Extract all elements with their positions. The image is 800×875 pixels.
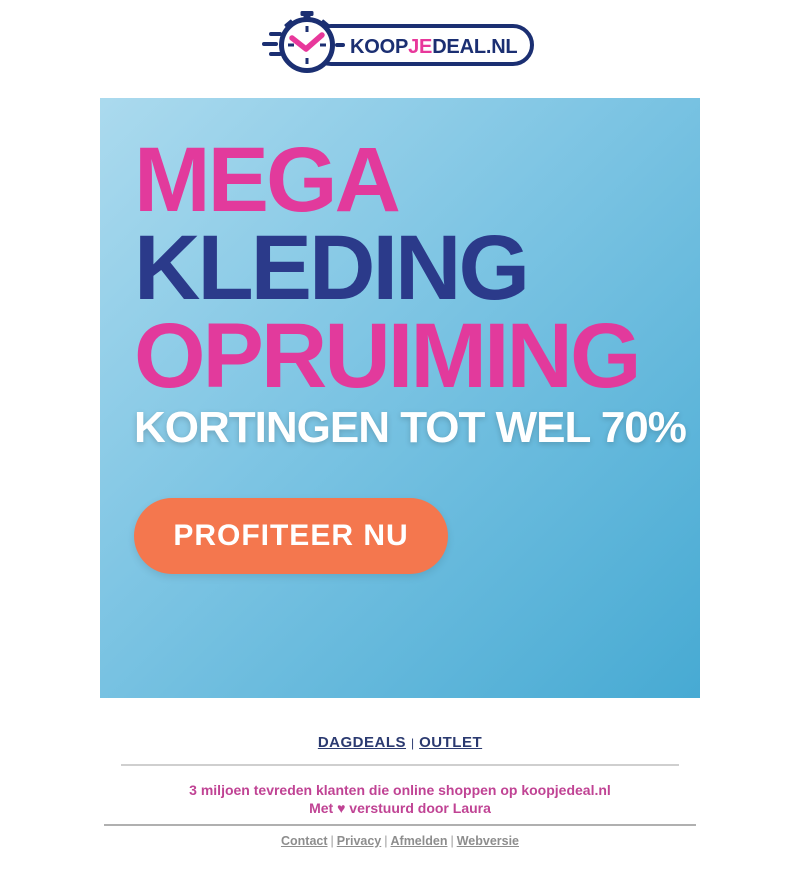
footer-link-contact[interactable]: Contact <box>280 834 328 848</box>
footer-link-afmelden[interactable]: Afmelden <box>390 834 448 848</box>
banner-headline <box>134 129 639 407</box>
tagline <box>0 781 800 817</box>
profiteer-nu-button[interactable]: PROFITEER NU <box>134 498 448 574</box>
divider-top <box>121 764 679 766</box>
footer-separator: | <box>330 834 334 848</box>
headline-line2: KLEDING <box>134 217 527 319</box>
divider-bottom <box>104 824 696 826</box>
nav-link-outlet[interactable]: OUTLET <box>419 734 483 751</box>
logo-wordmark: KOOPJEDEAL.NL <box>350 36 518 58</box>
headline-line1: MEGA <box>134 129 398 231</box>
logo-header <box>0 0 800 75</box>
logo-link[interactable] <box>262 9 538 75</box>
nav-link-dagdeals[interactable]: DAGDEALS <box>317 734 407 751</box>
category-nav <box>0 734 800 751</box>
tagline-line2: Met ♥ verstuurd door Laura <box>309 800 491 816</box>
nav-separator: | <box>411 736 415 750</box>
footer-link-privacy[interactable]: Privacy <box>336 834 382 848</box>
headline-line3: OPRUIMING <box>134 305 639 407</box>
footer-separator: | <box>450 834 454 848</box>
promo-banner[interactable] <box>100 98 700 698</box>
banner-subline: KORTINGEN TOT WEL 70% <box>134 403 686 452</box>
tagline-line1: 3 miljoen tevreden klanten die online shoppen op koopjedeal.nl <box>189 782 611 798</box>
footer-link-webversie[interactable]: Webversie <box>456 834 520 848</box>
footer-links <box>0 834 800 848</box>
koopjedeal-logo <box>262 9 538 75</box>
stopwatch-icon <box>264 11 333 71</box>
footer-separator: | <box>384 834 388 848</box>
